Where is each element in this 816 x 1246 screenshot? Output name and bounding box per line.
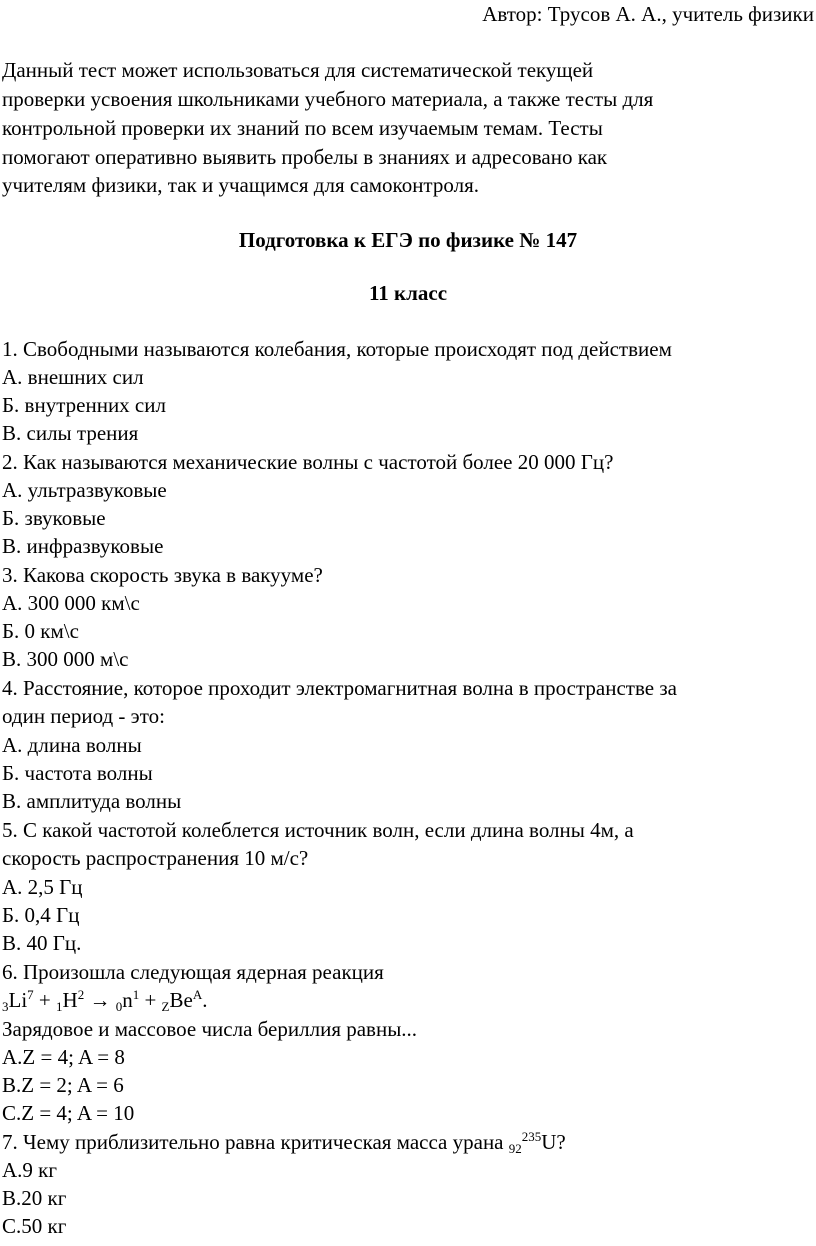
question-1: 1. Свободными называются колебания, которые происходят под действием <box>2 337 672 361</box>
answer-option: В. 300 000 м\с <box>2 647 129 671</box>
answer-option: А. 2,5 Гц <box>2 875 83 899</box>
intro-line: учителям физики, так и учащимся для самоконтроля. <box>2 173 479 197</box>
answer-option: С.Z = 4; A = 10 <box>2 1101 135 1125</box>
answer-option: А.Z = 4; A = 8 <box>2 1045 125 1069</box>
answer-option: В.20 кг <box>2 1186 67 1210</box>
question-3: 3. Какова скорость звука в вакууме? <box>2 563 323 587</box>
answer-option: В. инфразвуковые <box>2 534 164 558</box>
grade-heading: 11 класс <box>368 281 448 305</box>
author-line: Автор: Трусов А. А., учитель физики <box>482 2 814 26</box>
answer-option: Б. внутренних сил <box>2 393 166 417</box>
answer-option: А. внешних сил <box>2 365 144 389</box>
question-4-cont: один период - это: <box>2 704 165 728</box>
answer-option: Б. частота волны <box>2 761 153 785</box>
nuclear-reaction: $_3Li^7 + _1H^2 \to _0n^1 + _ZBe^A$. <box>2 987 208 1014</box>
answer-option: В. 40 Гц. <box>2 931 82 955</box>
test-title: Подготовка к ЕГЭ по физике № 147 <box>238 228 578 252</box>
question-5: 5. С какой частотой колеблется источник волн, если длина волны 4м, а <box>2 818 634 842</box>
answer-option: В. амплитуда волны <box>2 789 182 813</box>
question-6-prompt: Зарядовое и массовое числа бериллия равны... <box>2 1017 418 1041</box>
intro-line: Данный тест может использоваться для систематической текущей <box>2 58 594 82</box>
answer-option: Б. 0,4 Гц <box>2 903 80 927</box>
answer-option: С.50 кг <box>2 1214 67 1238</box>
answer-option: Б. звуковые <box>2 506 106 530</box>
answer-option: Б. 0 км\с <box>2 619 79 643</box>
answer-option: А. 300 000 км\с <box>2 591 140 615</box>
question-7: 7. Чему приблизительно равна критическая масса урана $_{92}^{235}$U? <box>2 1129 566 1156</box>
answer-option: А. ультразвуковые <box>2 478 167 502</box>
intro-line: помогают оперативно выявить пробелы в знаниях и адресовано как <box>2 145 608 169</box>
question-2: 2. Как называются механические волны с частотой более 20 000 Гц? <box>2 450 614 474</box>
answer-option: В.Z = 2; A = 6 <box>2 1073 124 1097</box>
intro-line: контрольной проверки их знаний по всем изучаемым темам. Тесты <box>2 116 603 140</box>
question-4: 4. Расстояние, которое проходит электромагнитная волна в пространстве за <box>2 676 677 700</box>
answer-option: А. длина волны <box>2 733 142 757</box>
intro-line: проверки усвоения школьниками учебного материала, а также тесты для <box>2 87 654 111</box>
question-6: 6. Произошла следующая ядерная реакция <box>2 960 384 984</box>
answer-option: В. силы трения <box>2 421 139 445</box>
question-5-cont: скорость распространения 10 м/с? <box>2 846 309 870</box>
answer-option: А.9 кг <box>2 1158 57 1182</box>
